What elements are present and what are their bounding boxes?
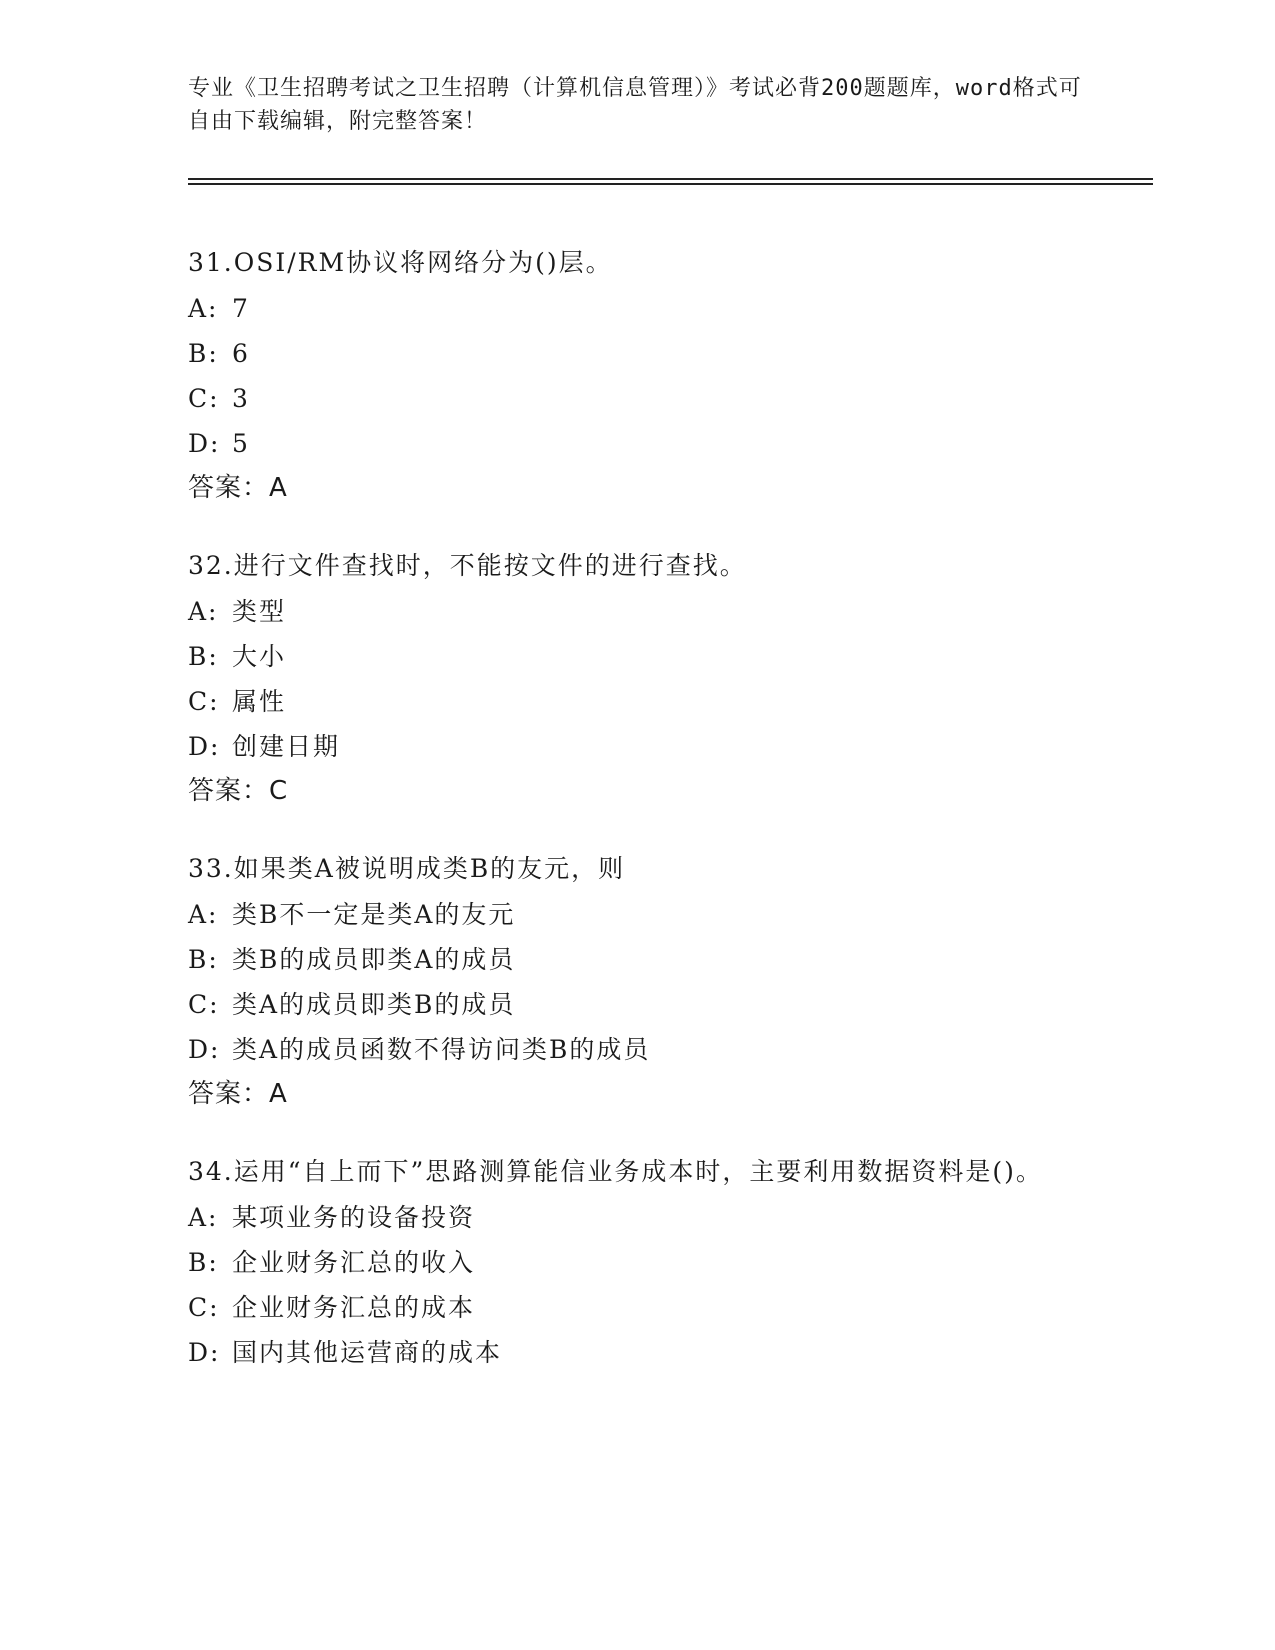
- option-a: [188, 1195, 1148, 1240]
- option-letter: A:: [188, 1203, 219, 1232]
- option-d: [188, 421, 1148, 466]
- option-letter: A:: [188, 294, 219, 323]
- document-page: [188, 72, 1148, 1367]
- option-letter: D:: [188, 1035, 221, 1064]
- option-d: [188, 1027, 1148, 1072]
- option-c: [188, 679, 1148, 724]
- option-letter: C:: [188, 687, 220, 716]
- document-header: 专业《卫生招聘考试之卫生招聘（计算机信息管理）》考试必背200题题库，word格式可自由下载编辑，附完整答案！: [188, 76, 1082, 134]
- question-stem: 32.进行文件查找时，不能按文件的进行查找。: [188, 551, 747, 580]
- option-text: 类A的成员即类B的成员: [232, 990, 516, 1019]
- option-text: 7: [232, 294, 250, 323]
- option-letter: B:: [188, 642, 219, 671]
- question-stem: 34.运用“自上而下”思路测算能信业务成本时，主要利用数据资料是()。: [188, 1157, 1043, 1186]
- option-a: [188, 892, 1148, 937]
- option-letter: D:: [188, 429, 221, 458]
- option-letter: A:: [188, 597, 219, 626]
- option-text: 属性: [232, 687, 287, 716]
- option-c: [188, 982, 1148, 1027]
- question-list: [188, 240, 1148, 1408]
- question-31: [188, 240, 1148, 510]
- option-text: 类A的成员函数不得访问类B的成员: [232, 1035, 651, 1064]
- option-letter: D:: [188, 732, 221, 761]
- question-stem: 33.如果类A被说明成类B的友元，则: [188, 854, 626, 883]
- option-text: 国内其他运营商的成本: [232, 1338, 503, 1367]
- answer-line: 答案：A: [188, 1079, 288, 1109]
- question-stem: 31.OSI/RM协议将网络分为()层。: [188, 248, 613, 277]
- header-double-rule: [188, 178, 1153, 185]
- option-b: [188, 331, 1148, 376]
- option-b: [188, 1240, 1148, 1285]
- option-text: 企业财务汇总的成本: [232, 1293, 476, 1322]
- option-text: 大小: [232, 642, 287, 671]
- answer-line: 答案：C: [188, 776, 289, 806]
- option-a: [188, 286, 1148, 331]
- question-33: [188, 846, 1148, 1116]
- option-text: 类型: [232, 597, 287, 626]
- option-text: 某项业务的设备投资: [232, 1203, 476, 1232]
- option-a: [188, 589, 1148, 634]
- option-d: [188, 724, 1148, 769]
- question-34: [188, 1149, 1148, 1375]
- option-letter: C:: [188, 384, 220, 413]
- option-letter: B:: [188, 339, 219, 368]
- option-text: 类B不一定是类A的友元: [232, 900, 516, 929]
- option-letter: C:: [188, 990, 220, 1019]
- option-text: 5: [232, 429, 250, 458]
- option-b: [188, 937, 1148, 982]
- option-letter: C:: [188, 1293, 220, 1322]
- option-letter: A:: [188, 900, 219, 929]
- option-text: 企业财务汇总的收入: [232, 1248, 476, 1277]
- answer-line: 答案：A: [188, 473, 288, 503]
- option-letter: B:: [188, 945, 219, 974]
- option-d: [188, 1330, 1148, 1375]
- option-text: 3: [232, 384, 250, 413]
- option-letter: D:: [188, 1338, 221, 1367]
- option-text: 创建日期: [232, 732, 341, 761]
- option-c: [188, 376, 1148, 421]
- question-32: [188, 543, 1148, 813]
- option-c: [188, 1285, 1148, 1330]
- option-letter: B:: [188, 1248, 219, 1277]
- option-b: [188, 634, 1148, 679]
- option-text: 类B的成员即类A的成员: [232, 945, 516, 974]
- option-text: 6: [232, 339, 250, 368]
